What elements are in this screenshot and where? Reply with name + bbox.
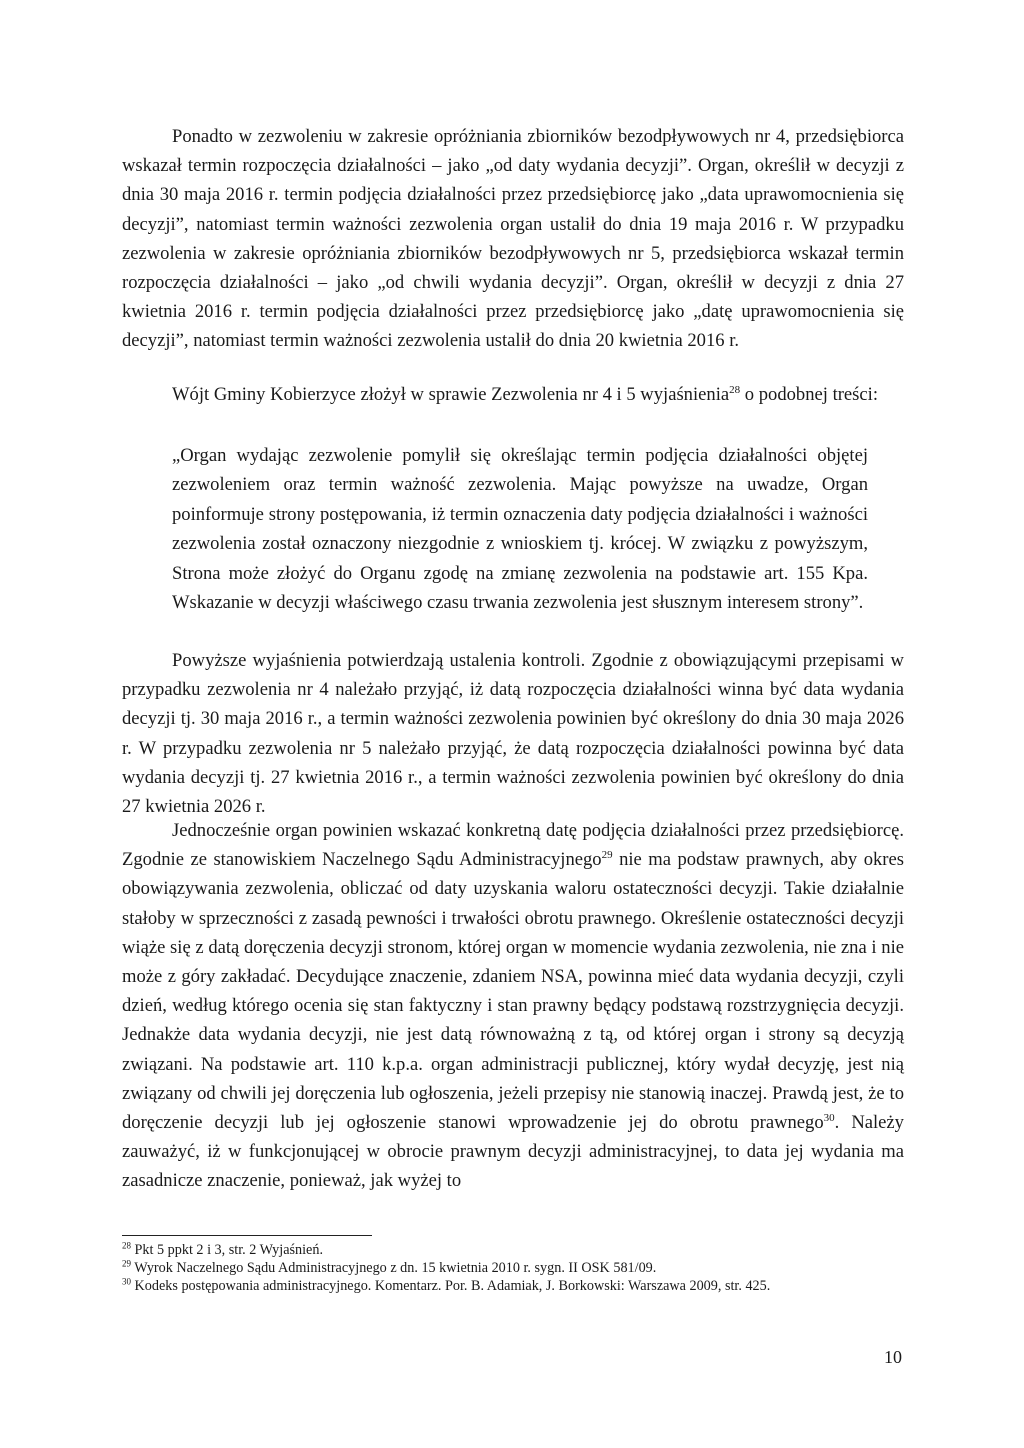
block-quote (172, 441, 868, 617)
footnote-number: 30 (122, 1275, 131, 1286)
body-paragraph (122, 380, 904, 409)
paragraph-text-part: . Należy zauważyć, iż w funkcjonującej w obrocie prawnym decyzji administracyjnej, to data jej wydania ma zasadnicze znaczenie, ponieważ, jak wyżej to (122, 1112, 904, 1192)
footnote-text: Kodeks postępowania administracyjnego. Komentarz. Por. B. Adamiak, J. Borkowski: Warszawa 2009, str. 425. (131, 1277, 771, 1294)
paragraph-text-part: Wójt Gminy Kobierzyce złożył w sprawie Zezwolenia nr 4 i 5 wyjaśnienia (172, 384, 730, 405)
footnote-ref[interactable]: 28 (729, 383, 741, 396)
footnote-text: Pkt 5 ppkt 2 i 3, str. 2 Wyjaśnień. (131, 1242, 323, 1258)
footnote-number: 28 (122, 1240, 131, 1251)
footnote-divider (122, 1235, 372, 1236)
footnote-ref[interactable]: 30 (823, 1111, 835, 1124)
footnote-ref[interactable]: 29 (601, 849, 613, 862)
paragraph-text-part: Jednocześnie organ powinien wskazać konkretną datę podjęcia działalności przez przedsiębiorcę. Zgodnie ze stanowiskiem Naczelnego Sądu Administracyjnego (122, 820, 904, 871)
body-paragraph (122, 646, 904, 821)
footnote-text: Wyrok Naczelnego Sądu Administracyjnego z dn. 15 kwietnia 2010 r. sygn. II OSK 581/09. (131, 1259, 657, 1276)
paragraph-text: Powyższe wyjaśnienia potwierdzają ustalenia kontroli. Zgodnie z obowiązującymi przepisami w przypadku zezwolenia nr 4 należało przyjąć, iż datą rozpoczęcia działalności winna być data wydania decyzji tj. 30 maja 2016 r., a termin ważności zezwolenia powinien być określony do dnia 30 maja 2026 r. W przypadku zezwolenia nr 5 należało przyjąć, że datą rozpoczęcia działalności powinna być data wydania decyzji tj. 27 kwietnia 2016 r., a termin ważności zezwolenia powinien być określony do dnia 27 kwietnia 2026 r. (122, 650, 904, 818)
body-paragraph (122, 816, 904, 1196)
footnote (122, 1242, 904, 1260)
page-number: 10 (884, 1347, 902, 1367)
footnote-number: 29 (122, 1258, 131, 1269)
body-paragraph (122, 122, 904, 356)
paragraph-text (122, 380, 904, 409)
quote-text: „Organ wydając zezwolenie pomylił się określając termin podjęcia działalności objętej zezwoleniem oraz termin ważność zezwolenia. Mając powyższe na uwadze, Organ poinformuje strony postępowania, iż termin oznaczenia daty podjęcia działalności i ważności zezwolenia został oznaczony niezgodnie z wnioskiem tj. krócej. W związku z powyższym, Strona może złożyć do Organu zgodę na zmianę zezwolenia na podstawie art. 155 Kpa. Wskazanie w decyzji właściwego czasu trwania zezwolenia jest słusznym interesem strony”. (172, 445, 868, 614)
footnote (122, 1275, 904, 1296)
footnote (122, 1260, 904, 1278)
paragraph-text: Ponadto w zezwoleniu w zakresie opróżniania zbiorników bezodpływowych nr 4, przedsiębiorca wskazał termin rozpoczęcia działalności – jako „od daty wydania decyzji”. Organ, określił w decyzji z dnia 30 maja 2016 r. termin podjęcia działalności przez przedsiębiorcę jako „data uprawomocnienia się decyzji”, natomiast termin ważności zezwolenia organ ustalił do dnia 19 maja 2016 r. W przypadku zezwolenia w zakresie opróżniania zbiorników bezodpływowych nr 5, przedsiębiorca wskazał termin rozpoczęcia działalności – jako „od chwili wydania decyzji”. Organ, określił w decyzji z dnia 27 kwietnia 2016 r. termin podjęcia działalności przez przedsiębiorcę jako „datę uprawomocnienia się decyzji”, natomiast termin ważności zezwolenia ustalił do dnia 20 kwietnia 2016 r. (122, 126, 904, 352)
paragraph-text-part: nie ma podstaw prawnych, aby okres obowiązywania zezwolenia, obliczać od daty uzyskania waloru ostateczności decyzji. Takie działalnie stałoby w sprzeczności z zasadą pewności i trwałości obrotu prawnego. Określenie ostateczności decyzji wiąże się z datą doręczenia decyzji stronom, której organ w momencie wydania zezwolenia, nie zna i nie może z góry zakładać. Decydujące znaczenie, zdaniem NSA, powinna mieć data wydania decyzji, czyli dzień, według którego ocenia się stan faktyczny i stan prawny będący podstawą rozstrzygnięcia decyzji. Jednakże data wydania decyzji, nie jest datą równoważną z tą, od której organ i strony są decyzją związani. Na podstawie art. 110 k.p.a. organ administracji publicznej, który wydał decyzję, jest nią związany od chwili jej doręczenia lub ogłoszenia, jeżeli przepisy nie stanowią inaczej. Prawdą jest, że to doręczenie decyzji lub jej ogłoszenie stanowi wprowadzenie jej do obrotu prawnego (122, 849, 904, 1134)
paragraph-text (122, 816, 904, 1196)
paragraph-text-part: o podobnej treści: (740, 384, 878, 405)
footnotes (122, 1242, 904, 1295)
